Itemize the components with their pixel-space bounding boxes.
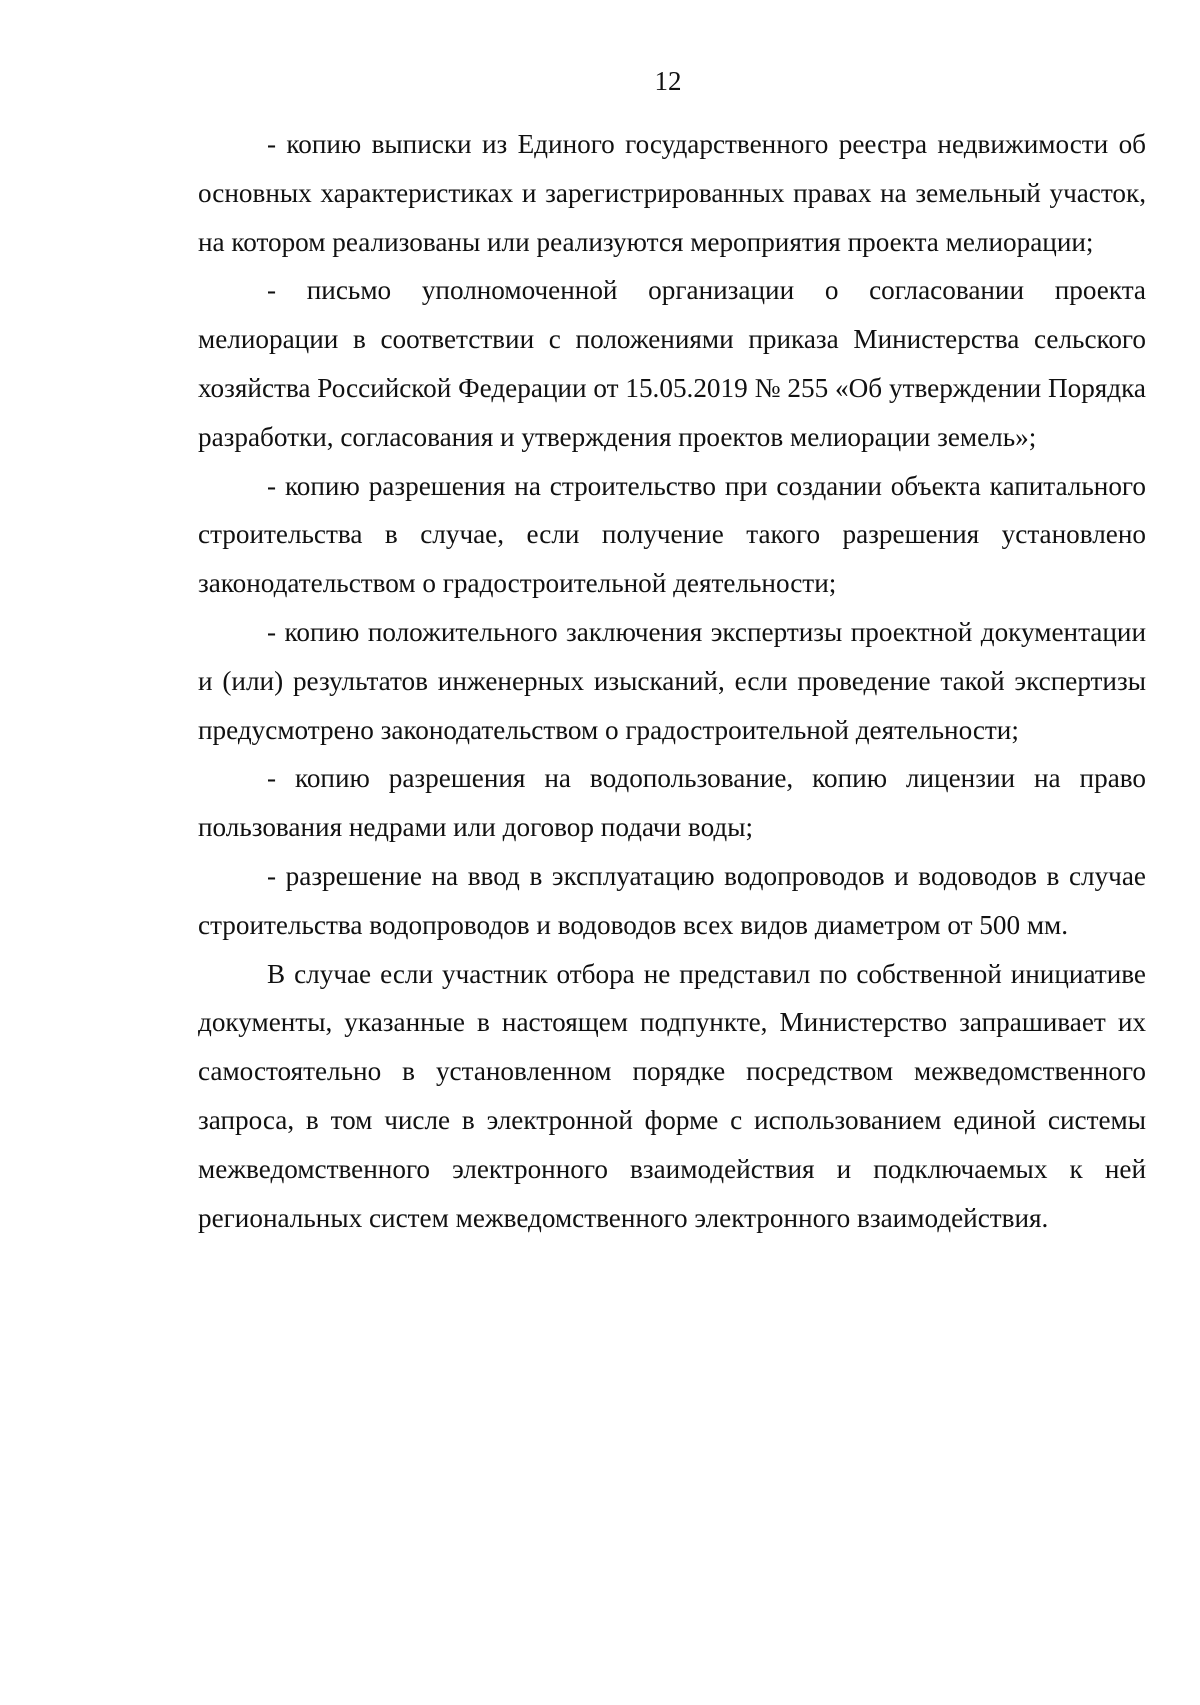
list-item-expertise-conclusion: - копию положительного заключения экспертизы проектной документации и (или) результатов инженерных изысканий, если проведение такой экспертизы предусмотрено законодательством о градостроительной деятельности; [198, 616, 1146, 745]
list-item-egrn-extract: - копию выписки из Единого государственного реестра недвижимости об основных характеристиках и зарегистрированных правах на земельный участок, на котором реализованы или реализуются мероприятия проекта мелиорации; [198, 129, 1146, 257]
document-body [198, 120, 1146, 1242]
list-item-commissioning-permit: - разрешение на ввод в эксплуатацию водопроводов и водоводов в случае строительства водопроводов и водоводов всех видов диаметром от 500 мм. [198, 860, 1146, 940]
list-item-construction-permit: - копию разрешения на строительство при создании объекта капитального строительства в случае, если получение такого разрешения установлено законодательством о градостроительной деятельности; [198, 470, 1146, 599]
interagency-request-paragraph: В случае если участник отбора не представил по собственной инициативе документы, указанные в настоящем подпункте, Министерство запрашивает их самостоятельно в установленном порядке посредством межведомственного запроса, в том числе в электронной форме с использованием единой системы межведомственного электронного взаимодействия и подключаемых к ней региональных систем межведомственного электронного взаимодействия. [198, 958, 1146, 1233]
list-item-water-use-permit: - копию разрешения на водопользование, копию лицензии на право пользования недрами или договор подачи воды; [198, 763, 1146, 843]
list-item-approval-letter: - письмо уполномоченной организации о согласовании проекта мелиорации в соответствии с положениями приказа Министерства сельского хозяйства Российской Федерации от 15.05.2019 № 255 «Об утверждении Порядка разработки, согласования и утверждения проектов мелиорации земель»; [198, 275, 1146, 452]
page-number: 12 [654, 66, 682, 96]
